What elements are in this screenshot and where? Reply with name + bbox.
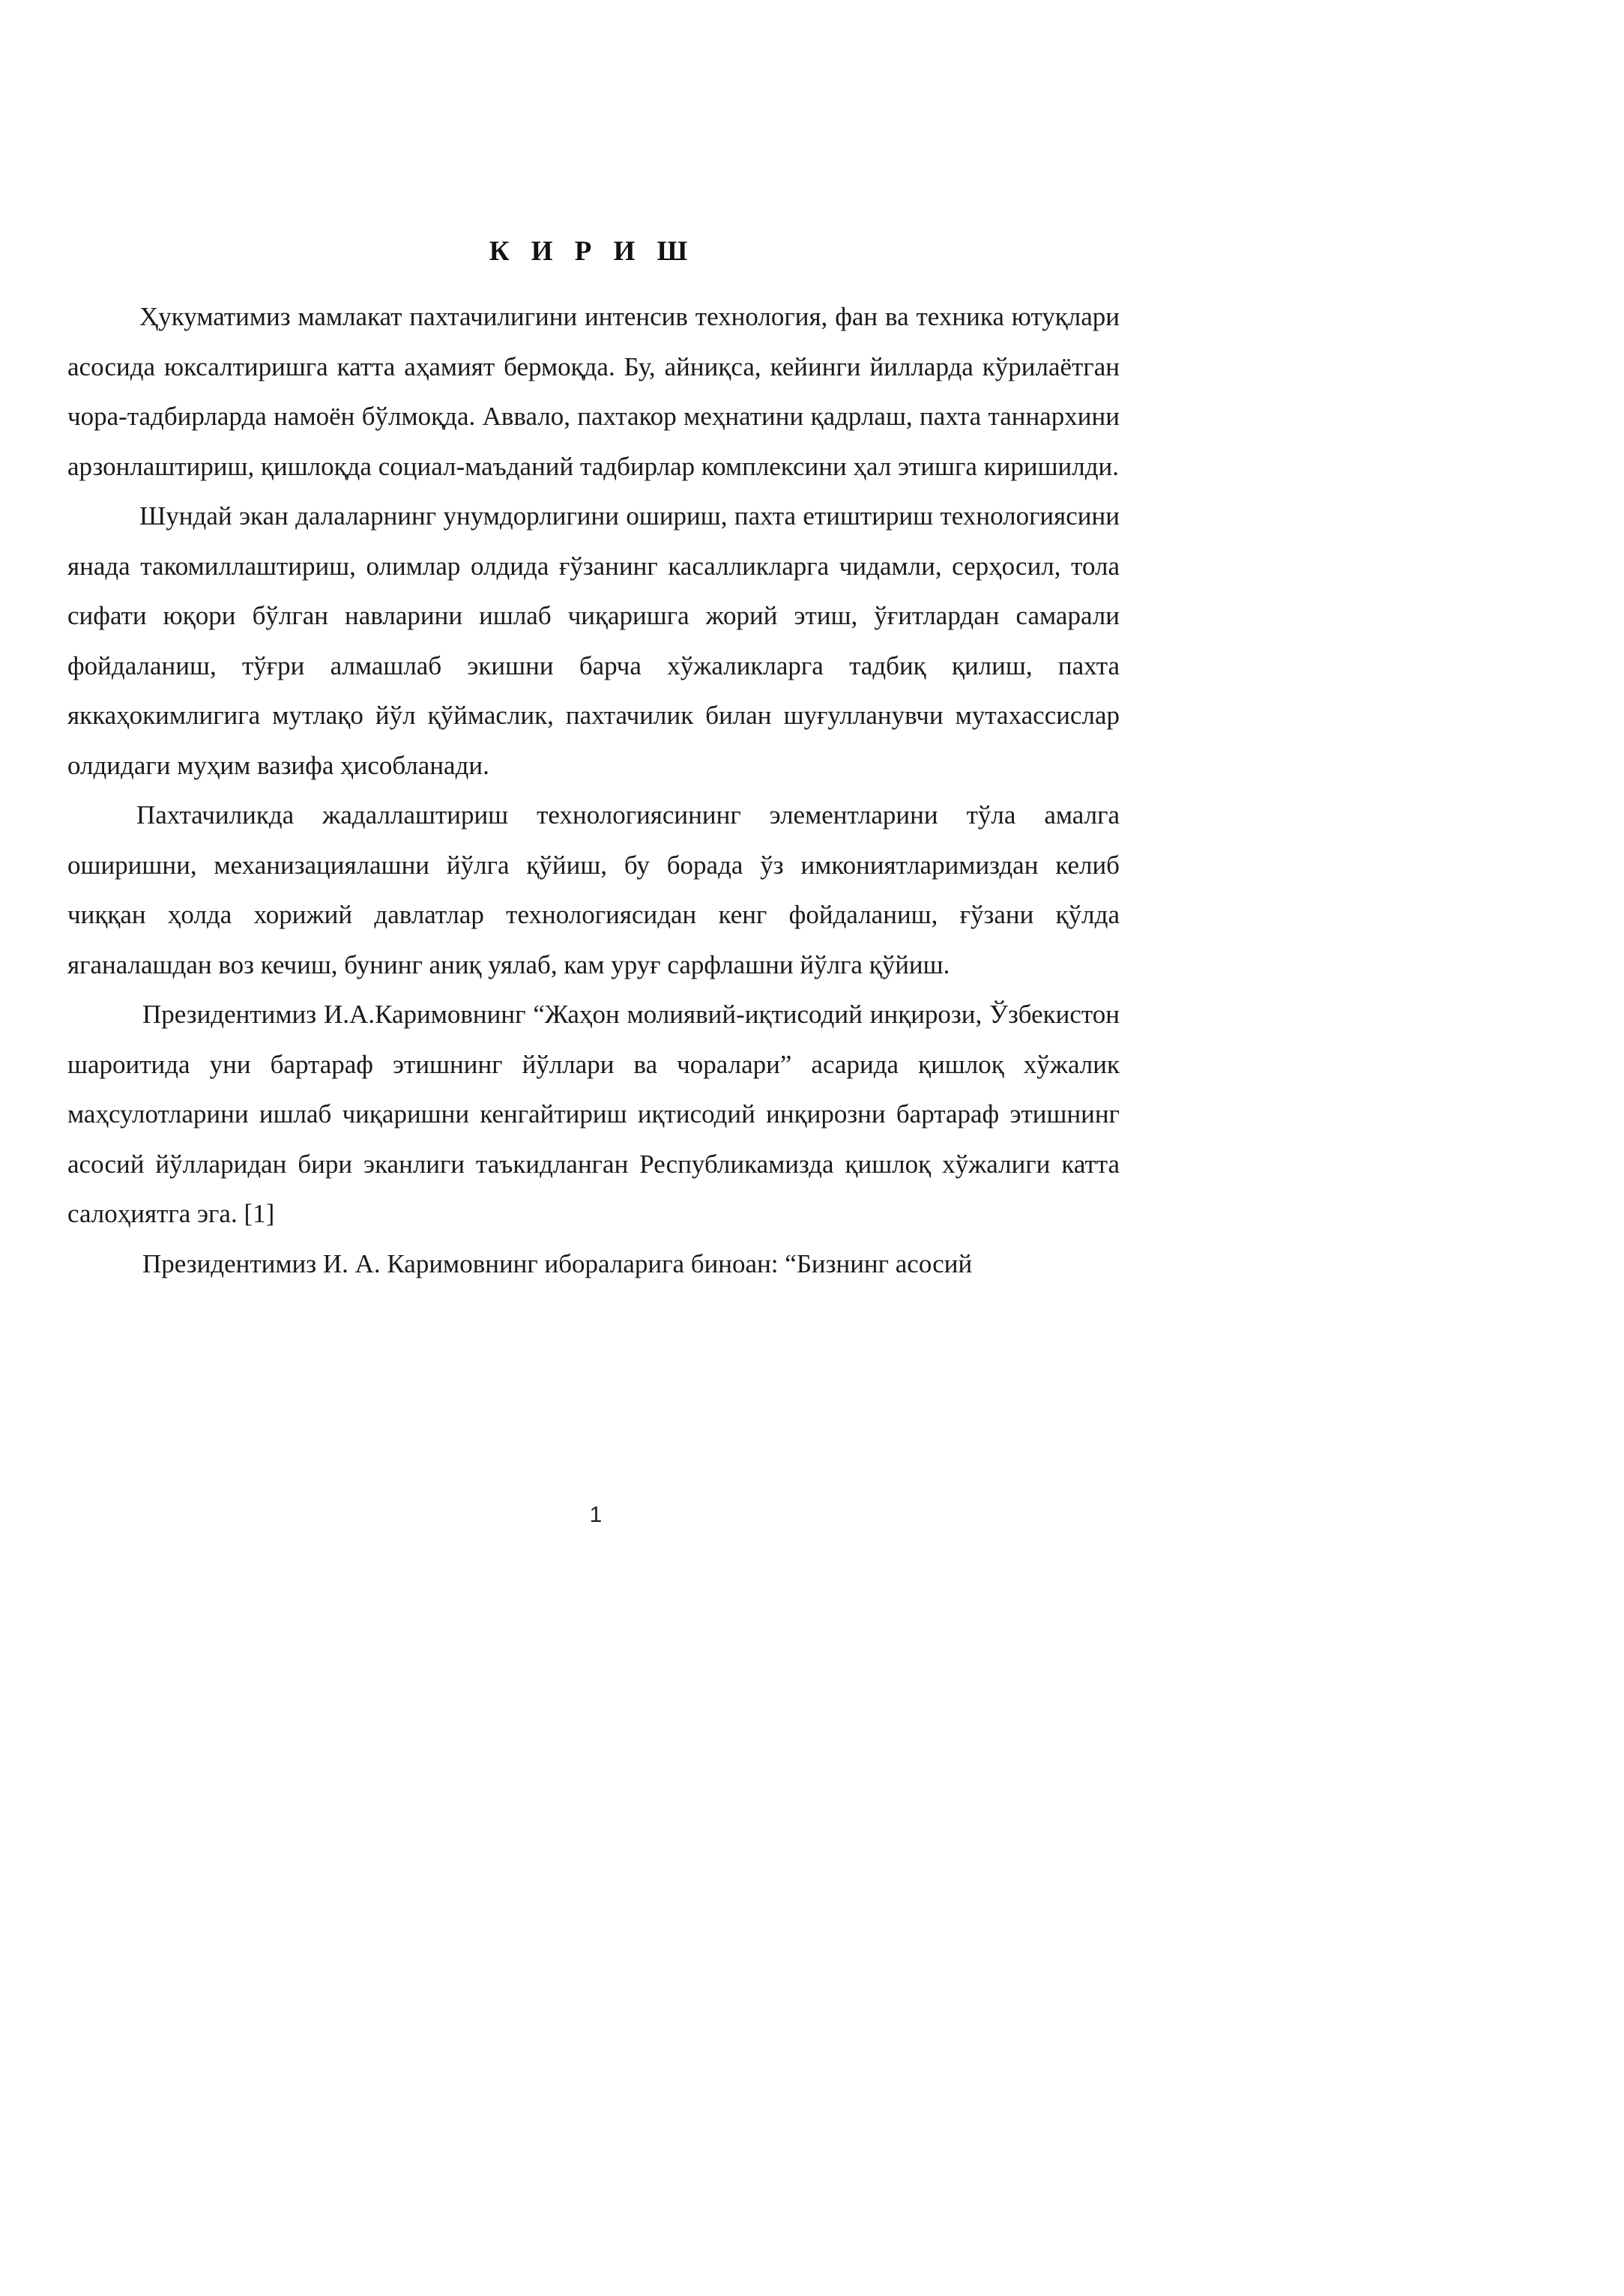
paragraph: Пахтачиликда жадаллаштириш технологиясининг элементларини тўла амалга оширишни, механизациялашни йўлга қўйиш, бу борада ўз имкониятларимиздан келиб чиққан ҳолда хорижий давлатлар технологиясидан кенг фойдаланиш, ғўзани қўлда яганалашдан воз кечиш, бунинг аниқ уялаб, кам уруғ сарфлашни йўлга қўйиш.	[67, 800, 1120, 979]
body-text	[67, 292, 1120, 1289]
section-heading: К И Р И Ш	[489, 236, 695, 267]
page-number: 1	[589, 1502, 603, 1527]
paragraph: Шундай экан далаларнинг унумдорлигини ошириш, пахта етиштириш технологиясини янада такомиллаштириш, олимлар олдида ғўзанинг касалликларга чидамли, серҳосил, тола сифати юқори бўлган навларини ишлаб чиқаришга жорий этиш, ўғитлардан самарали фойдаланиш, тўғри алмашлаб экишни барча хўжаликларга тадбиқ қилиш, пахта яккаҳокимлигига мутлақо йўл қўймаслик, пахтачилик билан шуғулланувчи мутахассислар олдидаги муҳим вазифа ҳисобланади.	[67, 501, 1120, 780]
paragraph: Ҳукуматимиз мамлакат пахтачилигини интенсив технология, фан ва техника ютуқлари асосида юксалтиришга катта аҳамият бермоқда. Бу, айниқса, кейинги йилларда кўрилаётган чора-тадбирларда намоён бўлмоқда. Аввало, пахтакор меҳнатини қадрлаш, пахта таннархини арзонлаштириш, қишлоқда социал-маъданий тадбирлар комплексини ҳал этишга киришилди.	[67, 302, 1120, 481]
paragraph: Президентимиз И.А.Каримовнинг “Жаҳон молиявий-иқтисодий инқирози, Ўзбекистон шароитида уни бартараф этишнинг йўллари ва чоралари” асарида қишлоқ хўжалик маҳсулотларини ишлаб чиқаришни кенгайтириш иқтисодий инқирозни бартараф этишнинг асосий йўлларидан бири эканлиги таъкидланган Республикамизда қишлоқ хўжалиги катта салоҳиятга эга. [1]	[67, 1000, 1120, 1228]
paragraph: Президентимиз И. А. Каримовнинг ибораларига биноан: “Бизнинг асосий	[142, 1248, 973, 1278]
